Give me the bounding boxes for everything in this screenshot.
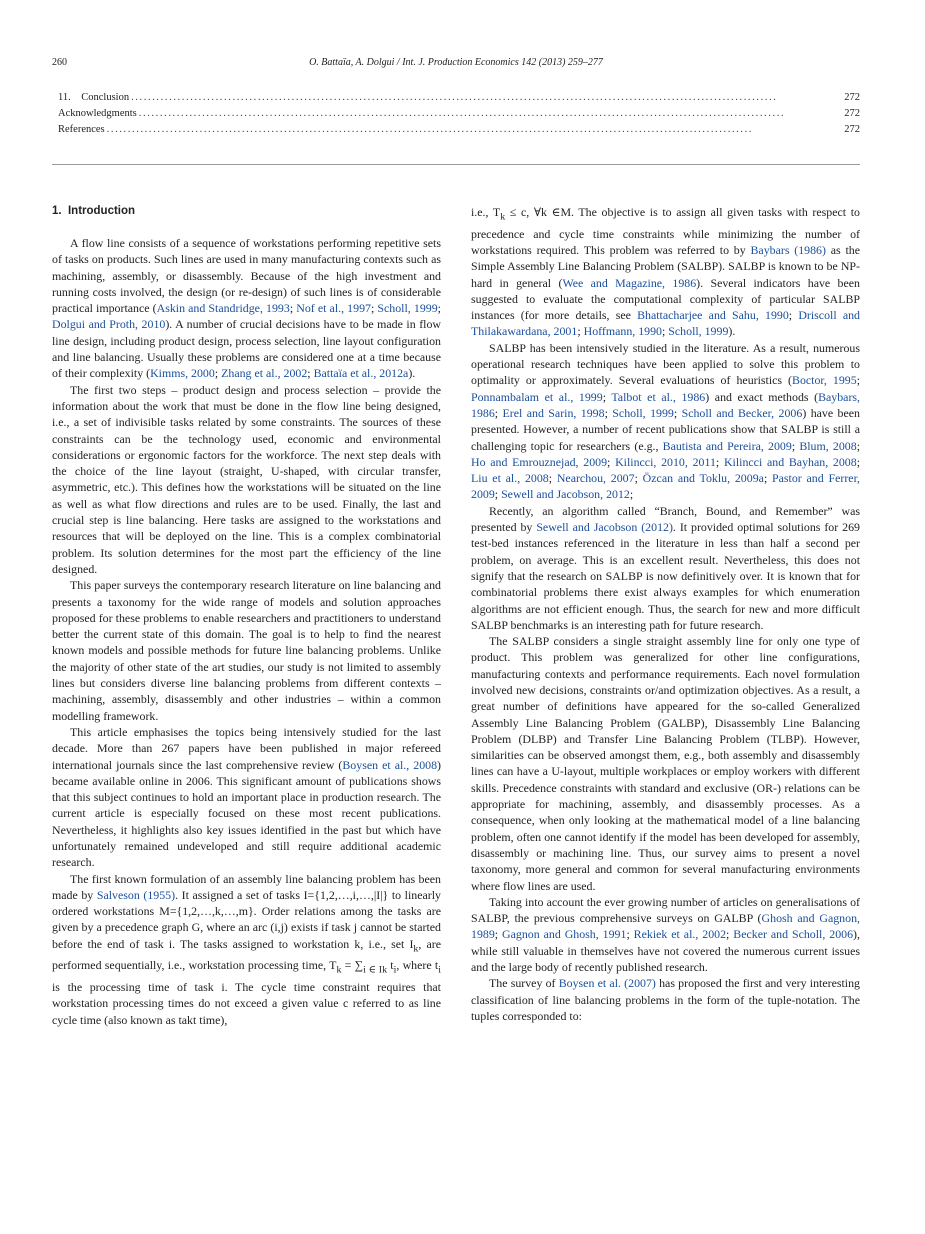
toc-label: 11. Conclusion (58, 92, 130, 103)
text: ). (728, 324, 736, 339)
subscript: k (500, 211, 506, 223)
text: ; (856, 454, 860, 469)
text: ; (626, 927, 634, 942)
text: ; (791, 438, 800, 453)
toc-leader: ......................................................................................................................................................... (138, 108, 786, 119)
citation-link[interactable]: Pastor and Ferrer, 2009 (471, 471, 861, 502)
table-of-contents (58, 90, 860, 138)
citation-link[interactable]: Baybars (1986) (750, 242, 826, 257)
text: ; (437, 301, 441, 316)
text: ; (494, 487, 502, 502)
text: ; (726, 927, 734, 942)
text: ). Several indicators have been suggested to evaluate the computational complexity of particular SALBP instances (for more details, see (471, 275, 861, 323)
text: ; (370, 301, 378, 316)
citation-link[interactable]: Scholl, 1999 (377, 301, 438, 316)
text: , are performed sequentially, i.e., workstation processing time, T (52, 936, 441, 973)
paragraph-continued (471, 204, 860, 340)
toc-leader: ......................................................................................................................................................... (106, 124, 754, 135)
citation-link[interactable]: Wee and Magazine, 1986 (562, 275, 697, 290)
paragraph-4 (52, 724, 441, 871)
citation-link[interactable]: Zhang et al., 2002 (221, 366, 308, 381)
text: ; (602, 389, 612, 404)
text: ; (607, 454, 616, 469)
toc-row-references[interactable] (58, 122, 860, 138)
text: ; (307, 366, 314, 381)
text: ; (634, 471, 643, 486)
subscript: k (413, 943, 419, 955)
citation-link[interactable]: Gagnon and Ghosh, 1991 (502, 927, 627, 942)
running-head: O. Battaïa, A. Dolgui / Int. J. Production Economics 142 (2013) 259–277 (309, 57, 603, 68)
text: , where t (396, 958, 439, 973)
citation-link[interactable]: Askin and Standridge, 1993 (156, 301, 290, 316)
text: ; (629, 487, 634, 502)
toc-page: 272 (844, 92, 860, 103)
text: ) became available online in 2006. This significant amount of publications shows that this subject continues to hold an important place in production research. The current article is especially focused on these most recent publications. Nevertheless, it highlights also key issues identified in the past but which have unfortunately remained undeveloped and still require additional academic research. (52, 757, 441, 870)
citation-link[interactable]: Liu et al., 2008 (471, 471, 549, 486)
citation-link[interactable]: Bhattacharjee and Sahu, 1990 (637, 308, 789, 323)
text: ; (715, 454, 724, 469)
text: as the Simple Assembly Line Balancing Problem (SALBP). SALBP is known to be NP-hard in general ( (471, 242, 860, 290)
toc-page: 272 (844, 108, 860, 119)
citation-link[interactable]: Hoffmann, 1990 (583, 324, 662, 339)
citation-link[interactable]: Nearchou, 2007 (556, 471, 635, 486)
text: This article emphasises the topics being intensively studied for the last decade. More than 267 papers have been published in major refereed international journals since the last comprehensive review ( (52, 724, 441, 772)
citation-link[interactable]: Sewell and Jacobson, 2012 (501, 487, 630, 502)
citation-link[interactable]: Talbot et al., 1986 (611, 389, 706, 404)
toc-row-conclusion[interactable] (58, 90, 860, 106)
toc-label: References (58, 124, 105, 135)
text: ≤ c, ∀k ∈M. The objective is to assign all given tasks with respect to precedence and cycle time constraints while minimizing the number of workstations required. This problem was referred to by (471, 205, 860, 257)
citation-link[interactable]: Erel and Sarin, 1998 (502, 405, 605, 420)
text: ). A number of crucial decisions have to be made in flow line design, including product design, process selection, line layout configuration and line balancing. Usually these problems are considered one at a time because of their complexity ( (52, 317, 441, 381)
section-divider (52, 164, 860, 165)
subscript: i ∈ I (363, 964, 383, 976)
text: A flow line consists of a sequence of workstations performing repetitive sets of tasks on products. Such lines are used in many manufacturing contexts such as machining, assembly, or disassembly. Because of the high investment and running costs involved, the design (or re-design) of such lines is of considerable practical importance ( (52, 236, 441, 316)
text: The survey of (489, 976, 559, 991)
text: Taking into account the ever growing number of articles on generalisations of SALBP, the previous comprehensive surveys on GALBP ( (471, 894, 860, 926)
text: ; (662, 324, 669, 339)
citation-link[interactable]: Sewell and Jacobson (2012) (536, 520, 673, 535)
text: ; (494, 927, 503, 942)
paragraph-previous-surveys (471, 894, 860, 975)
citation-link[interactable]: Salveson (1955) (96, 887, 176, 902)
text: ; (788, 308, 799, 323)
text: is the processing time of task i. The cycle time constraint requires that workstation processing times do not exceed a given value c referred to as line cycle time (also known as takt time), (52, 980, 441, 1027)
toc-leader: ......................................................................................................................................................... (131, 92, 778, 103)
citation-link[interactable]: Boctor, 1995 (792, 373, 857, 388)
text: ; (494, 405, 503, 420)
citation-link[interactable]: Scholl, 1999 (668, 324, 729, 339)
citation-link[interactable]: Driscoll and Thilakawardana, 2001 (471, 308, 860, 339)
text: ; (604, 405, 613, 420)
citation-link[interactable]: Ho and Emrouznejad, 2009 (471, 454, 608, 469)
text: ) have been presented. However, a number of recent publications show that SALBP is still a challenging topic for researchers (e.g., (471, 405, 861, 453)
text: has proposed the first and very interesting classification of line balancing problems in the form of the tuple-notation. The tuples corresponded to: (471, 976, 860, 1023)
citation-link[interactable]: Scholl, 1999 (612, 405, 674, 420)
citation-link[interactable]: Ponnambalam et al., 1999 (471, 389, 603, 404)
right-column (471, 204, 860, 1024)
text: ; (548, 471, 557, 486)
text: ; (577, 324, 584, 339)
page-number: 260 (52, 57, 67, 68)
citation-link[interactable]: Blum, 2008 (799, 438, 857, 453)
citation-link[interactable]: Kilincci and Bayhan, 2008 (723, 454, 857, 469)
text: ; (856, 373, 860, 388)
text: = ∑ (341, 958, 364, 973)
text: SALBP has been intensively studied in the literature. As a result, numerous operational research techniques have been applied to solve this problem to optimality or approximately. Several evaluations of heuristics ( (471, 340, 860, 388)
citation-link[interactable]: Bautista and Pereira, 2009 (662, 438, 792, 453)
paragraph-1 (52, 235, 441, 382)
citation-link[interactable]: Ghosh and Gagnon, 1989 (471, 911, 860, 942)
subscript: i (393, 964, 397, 976)
text: i.e., T (471, 205, 501, 219)
left-column (52, 204, 441, 1028)
paragraph-salbp-studies (471, 340, 860, 503)
subscript: i (438, 964, 441, 976)
text: ; (673, 405, 682, 420)
text: ), while still valuable in themselves have not covered the numerous current issues and the large body of recently published research. (471, 927, 860, 975)
paragraph-2: The first two steps – product design and process selection – provide the information about the work that must be done in the flow line being designed, i.e., a set of indivisible tasks related by some constraints. The sources of these constraints can be the technology used, economic and environmental considerations or ergonomic factors for the workforce. The next step deals with the choice of the line layout (straight, U-shaped, with circular transfer, asymmetric, etc.). This defines how the workstations will be situated on the line as well as what flow directions and rules are to be used. Finally, the last and crucial step is line balancing. Here tasks are assigned to the workstations and resources that will be deployed on the line. This is a complex combinatorial problem. Its solution determines for the most part the efficiency of the line designed. (52, 382, 441, 576)
citation-link[interactable]: Scholl and Becker, 2006 (681, 405, 803, 420)
citation-link[interactable]: Becker and Scholl, 2006 (733, 927, 854, 942)
text: Recently, an algorithm called “Branch, Bound, and Remember” was presented by (471, 503, 860, 535)
citation-link[interactable]: Kilincci, 2010, 2011 (615, 454, 716, 469)
toc-row-acknowledgments[interactable] (58, 106, 860, 122)
text: ; (856, 438, 861, 453)
text: t (387, 958, 394, 973)
citation-link[interactable]: Battaïa et al., 2012a (313, 366, 409, 381)
toc-label: Acknowledgments (58, 108, 137, 119)
paragraph-branch-bound (471, 503, 860, 633)
section-title-introduction: 1. Introduction (52, 205, 136, 217)
text: ; (763, 471, 773, 486)
page-header (52, 57, 860, 71)
citation-link[interactable]: Boysen et al., 2008 (342, 757, 438, 772)
text: ; (289, 301, 297, 316)
text: . It provided optimal solutions for 269 test-bed instances referenced in the literature in less than half a second per problem, on average. This is an excellent result. Nevertheless, this does not signify that the research on SALBP is now definitively over. It is known that for combinatorial problems there exist always examples for which enumeration algorithms are not efficient enough. Thus, the search for new and more difficult SALBP benchmarks is an interesting path for future research. (471, 520, 860, 632)
citation-link[interactable]: Dolgui and Proth, 2010 (52, 317, 166, 332)
subscript: k (336, 964, 342, 976)
text: ; (214, 366, 222, 381)
paragraph-3: This paper surveys the contemporary research literature on line balancing and presents a taxonomy for the wide range of models and solution approaches proposed for these problems to enable researchers and practitioners to understand better the current state of this domain. The goal is to help to find the nearest known models and possible methods for future line balancing problems. Unlike the majority of other state of the art studies, our study is not limited to assembly lines but considers diverse line balancing problems from different contexts – machining, assembly, disassembly and other industries – within a common modelling framework. (52, 578, 441, 723)
subscript: k (382, 964, 388, 976)
paragraph-generalizations: The SALBP considers a single straight assembly line for only one type of product. This problem was generalized for other line configurations, manufacturing contexts and performance requirements. Each novel formulation involved new decisions, constraints or/and optimization objectives. As a result, a great number of definitions have appeared for the so-called Generalized Assembly Line Balancing Problem (GALBP), Disassembly Line Balancing Problem (DLBP) and Transfer Line Balancing Problem (TLBP). However, similarities can be observed amongst them, e.g., both assembly and disassembly lines can have a U-layout, multiple workplaces or employ workers with different skills. Precedence constraints with standard and exclusive (OR-) relations can be appropriate for machining, assembly, and disassembly processes. As a consequence, when only looking at the mathematical model of a line balancing problem, often one cannot identify if the model has been developed for assembly, disassembly or machining line. Thus, our survey aims to present a novel taxonomy, more general and common for several manufacturing environments where flow lines are used. (471, 634, 860, 893)
text: . It assigned a set of tasks I={1,2,…,i,…,|I|} to linearly ordered workstations M={1,2,…,k,…,m}. Order relations among the tasks are given by a precedence graph G, where an arc (i,j) exists if task j cannot be started before the end of task i. The tasks assigned to workstation k, i.e., set I (52, 887, 441, 951)
citation-link[interactable]: Baybars, 1986 (471, 389, 861, 420)
text: ) and exact methods ( (705, 389, 819, 404)
citation-link[interactable]: Boysen et al. (2007) (558, 976, 656, 991)
paragraph-5 (52, 871, 441, 1028)
toc-page: 272 (844, 124, 860, 135)
citation-link[interactable]: Nof et al., 1997 (296, 301, 371, 316)
citation-link[interactable]: Kimms, 2000 (150, 366, 215, 381)
text: ). (408, 366, 416, 381)
citation-link[interactable]: Özcan and Toklu, 2009a (642, 471, 764, 486)
paragraph-boysen-survey (471, 975, 860, 1024)
citation-link[interactable]: Rekiek et al., 2002 (633, 927, 727, 942)
text: The first known formulation of an assembly line balancing problem has been made by (52, 871, 441, 902)
